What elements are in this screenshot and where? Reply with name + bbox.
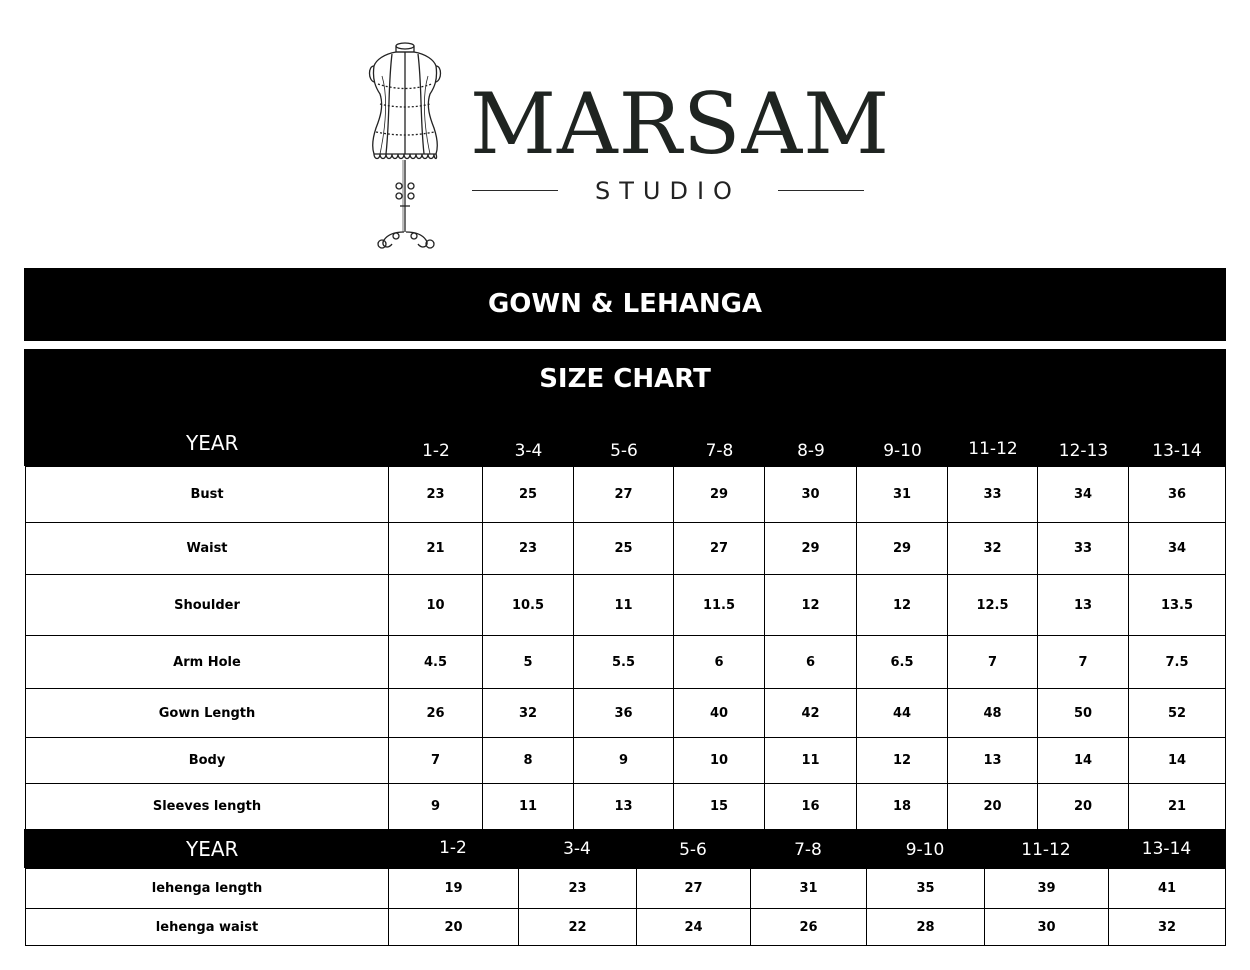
table-row — [26, 738, 1226, 784]
table-cell: 10 — [389, 575, 483, 636]
table-cell: 44 — [857, 689, 948, 738]
table-row — [26, 909, 1226, 946]
year-header-cell: 3-4 — [514, 441, 543, 461]
table-cell: 20 — [389, 909, 519, 946]
table-cell: 36 — [574, 689, 674, 738]
table-cell: 30 — [765, 467, 857, 523]
year-header-cell: 1-2 — [439, 838, 467, 858]
table-cell: 7 — [389, 738, 483, 784]
page-title: GOWN & LEHANGA — [487, 289, 763, 319]
row-label: Arm Hole — [26, 636, 389, 689]
table-cell: 14 — [1038, 738, 1129, 784]
brand-logo — [0, 0, 1250, 262]
lehenga-chart-header — [24, 829, 1226, 868]
table-row — [26, 689, 1226, 738]
table-cell: 8 — [483, 738, 574, 784]
table-cell: 30 — [985, 909, 1109, 946]
lehenga-size-table — [25, 868, 1226, 946]
table-cell: 52 — [1129, 689, 1226, 738]
year-header-cell: 8-9 — [797, 441, 825, 461]
table-cell: 29 — [674, 467, 765, 523]
table-cell: 7.5 — [1129, 636, 1226, 689]
table-cell: 34 — [1038, 467, 1129, 523]
table-cell: 6 — [674, 636, 765, 689]
year-header-cell: 12-13 — [1058, 441, 1109, 461]
table-cell: 19 — [389, 869, 519, 909]
table-cell: 12 — [857, 738, 948, 784]
table-cell: 42 — [765, 689, 857, 738]
year-header-label: YEAR — [186, 431, 239, 455]
table-row — [26, 636, 1226, 689]
year-header-cell: 5-6 — [610, 441, 638, 461]
table-cell: 34 — [1129, 523, 1226, 575]
table-row — [26, 523, 1226, 575]
table-cell: 4.5 — [389, 636, 483, 689]
size-chart-title: SIZE CHART — [539, 364, 711, 394]
table-cell: 33 — [1038, 523, 1129, 575]
year-header-cell: 1-2 — [422, 441, 450, 461]
table-cell: 11 — [765, 738, 857, 784]
year-header-cell: 5-6 — [679, 840, 707, 860]
table-cell: 32 — [948, 523, 1038, 575]
size-chart-header — [24, 349, 1226, 466]
table-cell: 50 — [1038, 689, 1129, 738]
table-cell: 10.5 — [483, 575, 574, 636]
table-cell: 7 — [1038, 636, 1129, 689]
table-cell: 14 — [1129, 738, 1226, 784]
table-cell: 12 — [857, 575, 948, 636]
table-cell: 21 — [389, 523, 483, 575]
table-cell: 20 — [948, 784, 1038, 830]
brand-subtitle-row — [470, 174, 864, 208]
row-label: Gown Length — [26, 689, 389, 738]
table-cell: 23 — [389, 467, 483, 523]
table-cell: 12 — [765, 575, 857, 636]
table-cell: 26 — [751, 909, 867, 946]
row-label: lehenga length — [26, 869, 389, 909]
table-cell: 25 — [574, 523, 674, 575]
year-header-cell: 9-10 — [905, 840, 945, 860]
row-label: Sleeves length — [26, 784, 389, 830]
table-cell: 27 — [637, 869, 751, 909]
table-cell: 28 — [867, 909, 985, 946]
table-cell: 15 — [674, 784, 765, 830]
table-cell: 13.5 — [1129, 575, 1226, 636]
table-cell: 26 — [389, 689, 483, 738]
year-header-cell: 11-12 — [1021, 840, 1071, 860]
table-cell: 48 — [948, 689, 1038, 738]
table-cell: 29 — [857, 523, 948, 575]
brand-name: MARSAM — [470, 75, 891, 173]
table-cell: 7 — [948, 636, 1038, 689]
row-label: Body — [26, 738, 389, 784]
table-cell: 13 — [574, 784, 674, 830]
table-row — [26, 575, 1226, 636]
table-cell: 27 — [574, 467, 674, 523]
year-header-label: YEAR — [186, 837, 239, 861]
table-cell: 33 — [948, 467, 1038, 523]
year-header-cell: 9-10 — [883, 441, 922, 461]
table-cell: 9 — [574, 738, 674, 784]
row-label: Bust — [26, 467, 389, 523]
year-header-cell: 11-12 — [968, 439, 1018, 459]
table-cell: 25 — [483, 467, 574, 523]
table-cell: 20 — [1038, 784, 1129, 830]
table-cell: 21 — [1129, 784, 1226, 830]
title-banner — [24, 268, 1226, 341]
row-label: Waist — [26, 523, 389, 575]
table-cell: 11 — [574, 575, 674, 636]
table-cell: 6.5 — [857, 636, 948, 689]
year-header-cell: 13-14 — [1141, 839, 1192, 859]
table-row — [26, 467, 1226, 523]
table-cell: 31 — [857, 467, 948, 523]
year-header-cell: 7-8 — [705, 441, 734, 461]
table-cell: 16 — [765, 784, 857, 830]
table-cell: 22 — [519, 909, 637, 946]
table-row — [26, 784, 1226, 830]
table-cell: 13 — [948, 738, 1038, 784]
year-header-cell: 13-14 — [1152, 441, 1202, 461]
table-cell: 27 — [674, 523, 765, 575]
year-header-cell: 7-8 — [794, 840, 822, 860]
row-label: lehenga waist — [26, 909, 389, 946]
table-cell: 29 — [765, 523, 857, 575]
table-cell: 24 — [637, 909, 751, 946]
table-cell: 18 — [857, 784, 948, 830]
divider-line — [778, 190, 864, 191]
table-cell: 39 — [985, 869, 1109, 909]
table-row — [26, 869, 1226, 909]
dress-form-icon — [362, 36, 452, 256]
table-cell: 35 — [867, 869, 985, 909]
table-cell: 11 — [483, 784, 574, 830]
table-cell: 32 — [483, 689, 574, 738]
gown-size-table — [25, 466, 1226, 830]
table-cell: 5.5 — [574, 636, 674, 689]
brand-subtitle: STUDIO — [595, 177, 741, 205]
table-cell: 32 — [1109, 909, 1226, 946]
divider-line — [472, 190, 558, 191]
table-cell: 9 — [389, 784, 483, 830]
table-cell: 5 — [483, 636, 574, 689]
table-cell: 11.5 — [674, 575, 765, 636]
table-cell: 36 — [1129, 467, 1226, 523]
table-cell: 40 — [674, 689, 765, 738]
table-cell: 12.5 — [948, 575, 1038, 636]
table-cell: 31 — [751, 869, 867, 909]
row-label: Shoulder — [26, 575, 389, 636]
year-header-cell: 3-4 — [563, 839, 591, 859]
table-cell: 23 — [519, 869, 637, 909]
table-cell: 13 — [1038, 575, 1129, 636]
table-cell: 6 — [765, 636, 857, 689]
table-cell: 10 — [674, 738, 765, 784]
table-cell: 41 — [1109, 869, 1226, 909]
table-cell: 23 — [483, 523, 574, 575]
